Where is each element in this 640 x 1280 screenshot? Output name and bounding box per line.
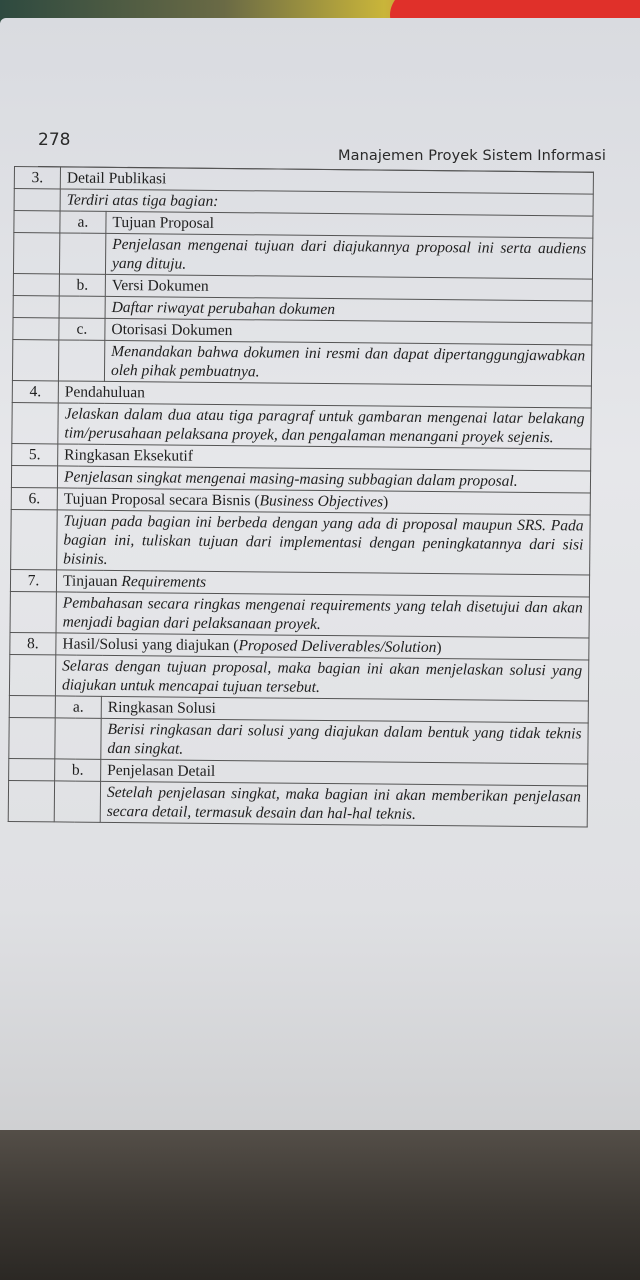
section-description: Penjelasan singkat mengenai masing-masing subbagian dalam proposal. (57, 466, 590, 493)
section-description: Tujuan pada bagian ini berbeda dengan yang ada di proposal maupun SRS. Pada bagian ini, tuliskan tujuan dari implementasi dengan peningkatannya dari sisi bisinis. (57, 510, 591, 575)
table-row (12, 339, 591, 386)
section-title: Tinjauan Requirements (56, 570, 589, 597)
subsection-description: Menandakan bahwa dokumen ini resmi dan dapat dipertanggungjawabkan oleh pihak pembuatnya. (104, 340, 591, 386)
section-number: 4. (12, 380, 58, 402)
proposal-structure-table (8, 166, 594, 828)
section-number: 6. (11, 487, 57, 509)
section-intro: Terdiri atas tiga bagian: (60, 189, 593, 216)
subsection-description: Berisi ringkasan dari solusi yang diajukan dalam bentuk yang tidak teknis dan singkat. (101, 718, 588, 764)
section-number: 3. (14, 167, 60, 189)
subsection-title: Versi Dokumen (105, 274, 592, 301)
table-row (8, 780, 587, 827)
section-title: Hasil/Solusi yang diajukan (Proposed Deliverables/Solution) (56, 633, 589, 660)
subsection-title: Tujuan Proposal (106, 211, 593, 238)
table-row (11, 509, 591, 575)
subsection-title: Penjelasan Detail (101, 759, 588, 786)
section-title: Detail Publikasi (60, 167, 593, 194)
table-row (13, 233, 592, 280)
page-number: 278 (38, 130, 71, 150)
section-intro: Selaras dengan tujuan proposal, maka bagian ini akan menjelaskan solusi yang diajukan untuk mencapai tujuan tersebut. (55, 655, 588, 701)
subsection-title: Ringkasan Solusi (101, 696, 588, 723)
subsection-letter: b. (55, 759, 101, 781)
section-title: Pendahuluan (58, 381, 591, 408)
running-header: Manajemen Proyek Sistem Informasi (338, 148, 606, 164)
subsection-letter: c. (59, 318, 105, 340)
subsection-description: Penjelasan mengenai tujuan dari diajukannya proposal ini serta audiens yang dituju. (105, 233, 592, 279)
section-number: 5. (12, 443, 58, 465)
subsection-letter: b. (59, 274, 105, 296)
table-row (9, 654, 588, 701)
section-title: Tujuan Proposal secara Bisnis (Business Objectives) (57, 488, 590, 515)
subsection-description: Daftar riwayat perubahan dokumen (105, 296, 592, 323)
subsection-description: Setelah penjelasan singkat, maka bagian ini akan memberikan penjelasan secara detail, termasuk desain dan hal-hal teknis. (100, 781, 587, 827)
section-title: Ringkasan Eksekutif (58, 444, 591, 471)
background-bottom (0, 1110, 640, 1280)
section-description: Jelaskan dalam dua atau tiga paragraf untuk gambaran mengenai latar belakang tim/perusahaan pelaksana proyek, dan pengalaman menangani proyek sejenis. (58, 403, 591, 449)
table-row (9, 717, 588, 764)
section-number: 8. (10, 632, 56, 654)
table-row (12, 402, 591, 449)
section-number: 7. (10, 569, 56, 591)
subsection-letter: a. (60, 211, 106, 233)
section-description: Pembahasan secara ringkas mengenai requirements yang telah disetujui dan akan menjadi bagian dari pelaksanaan proyek. (56, 592, 589, 638)
table-row (10, 591, 589, 638)
subsection-title: Otorisasi Dokumen (105, 318, 592, 345)
subsection-letter: a. (55, 696, 101, 718)
